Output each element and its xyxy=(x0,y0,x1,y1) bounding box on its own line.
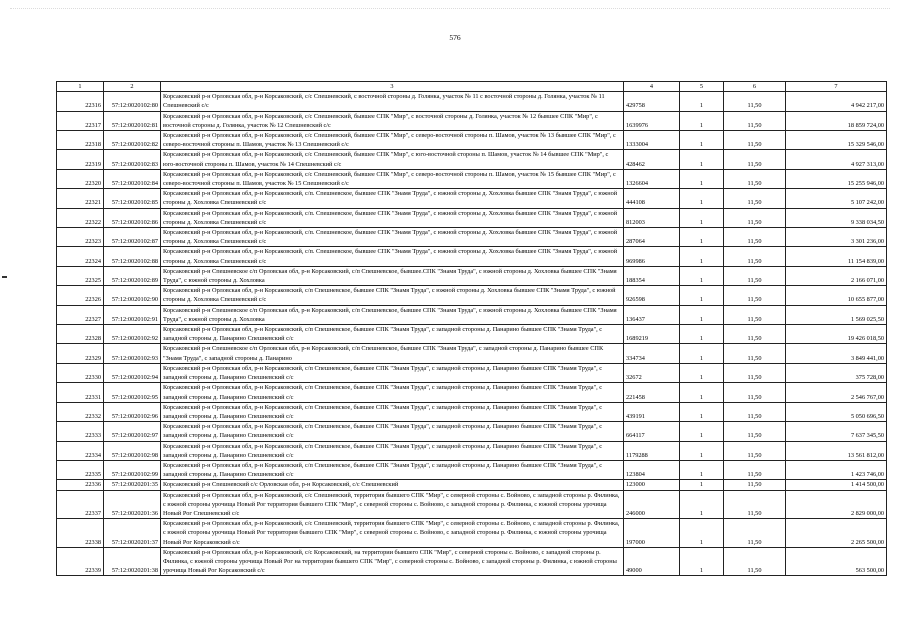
row-number: 22331 xyxy=(57,383,104,402)
parcel-area: 664117 xyxy=(624,422,680,441)
cadastral-value: 1 414 500,00 xyxy=(786,480,887,490)
row-number: 22326 xyxy=(57,286,104,305)
parcel-area: 1639976 xyxy=(624,111,680,130)
table-row xyxy=(57,363,887,382)
column-header: 7 xyxy=(786,82,887,92)
parcel-count: 1 xyxy=(680,383,724,402)
parcel-area: 188354 xyxy=(624,266,680,285)
parcel-description: Корсаковский р-н Спешневское с/п Орловская обл, р-н Корсаковский, с/п Спешневское, бывшее СПК "Знамя Труда", с южной стороны д. Хохловка бывшее СПК "Знамя Труда", с южной стороны д. Хохловка xyxy=(161,305,624,324)
unit-price: 11,50 xyxy=(724,305,786,324)
table-row xyxy=(57,422,887,441)
parcel-area: 136437 xyxy=(624,305,680,324)
row-number: 22339 xyxy=(57,547,104,576)
cadastral-number: 57:12:0020102:86 xyxy=(104,208,161,227)
parcel-area: 1333004 xyxy=(624,131,680,150)
table-row xyxy=(57,344,887,363)
parcel-area: 49000 xyxy=(624,547,680,576)
cadastral-value: 5 050 696,50 xyxy=(786,402,887,421)
parcel-description: Корсаковский р-н Орловская обл, р-н Корсаковский, с/с Спешневский, территория бывшего СПК "Мир", с северной стороны с. Войново, с западной стороны р. Филинка, с южной стороны урочища Новый Рог территория бывшего СПК "Мир", с северной стороны с. Войново, с западной стороны р. Филинка, с южной стороны урочища Новый Рог Корсаковский с/с xyxy=(161,519,624,548)
unit-price: 11,50 xyxy=(724,344,786,363)
unit-price: 11,50 xyxy=(724,131,786,150)
unit-price: 11,50 xyxy=(724,383,786,402)
row-number: 22328 xyxy=(57,325,104,344)
parcel-area: 439191 xyxy=(624,402,680,421)
unit-price: 11,50 xyxy=(724,490,786,519)
parcel-count: 1 xyxy=(680,169,724,188)
cadastral-number: 57:12:0020201:36 xyxy=(104,490,161,519)
row-number: 22324 xyxy=(57,247,104,266)
cadastral-value: 2 166 071,00 xyxy=(786,266,887,285)
row-number: 22333 xyxy=(57,422,104,441)
parcel-count: 1 xyxy=(680,344,724,363)
parcel-description: Корсаковский р-н Орловская обл, р-н Корсаковский, с/п Спешневское, бывшее СПК "Знамя Труда", с западной стороны д. Панарино бывшее СПК "Знамя Труда", с западной стороны д. Панарино Спешневский с/с xyxy=(161,422,624,441)
row-number: 22337 xyxy=(57,490,104,519)
scan-artifact xyxy=(10,8,890,21)
parcel-count: 1 xyxy=(680,150,724,169)
cadastral-value: 1 423 746,00 xyxy=(786,460,887,479)
parcel-count: 1 xyxy=(680,305,724,324)
unit-price: 11,50 xyxy=(724,111,786,130)
parcel-area: 287064 xyxy=(624,228,680,247)
parcel-area: 197000 xyxy=(624,519,680,548)
parcel-area: 926598 xyxy=(624,286,680,305)
parcel-description: Корсаковский р-н Спешневское с/п Орловская обл, р-н Корсаковский, с/п Спешневское, бывшее СПК "Знамя Труда", с западной стороны д. Панарино бывшее СПК "Знамя Труда", с западной стороны д. Панарино xyxy=(161,344,624,363)
parcel-count: 1 xyxy=(680,189,724,208)
parcel-count: 1 xyxy=(680,519,724,548)
cadastral-number: 57:12:0020102:97 xyxy=(104,422,161,441)
table-row xyxy=(57,228,887,247)
parcel-description: Корсаковский р-н Орловская обл, р-н Корсаковский, с/п. Спешневское, бывшее СПК "Знамя Труда", с южной стороны д. Хохловка бывшее СПК "Знамя Труда", с южной стороны д. Хохловка Спешневский с/с xyxy=(161,208,624,227)
parcel-count: 1 xyxy=(680,92,724,111)
parcel-description: Корсаковский р-н Орловская обл, р-н Корсаковский, с/с Спешневский, бывшее СПК "Мир", с северо-восточной стороны п. Шамов, участок № 13 бывшее СПК "Мир", с северо-восточной стороны п. Шамов, участок № 13 Спешневский с/с xyxy=(161,131,624,150)
parcel-description: Корсаковский р-н Орловская обл, р-н Корсаковский, с/п Спешневское, бывшее СПК "Знамя Труда", с западной стороны д. Панарино бывшее СПК "Знамя Труда", с западной стороны д. Панарино Спешневский с/с xyxy=(161,402,624,421)
table-row xyxy=(57,111,887,130)
table-row xyxy=(57,208,887,227)
unit-price: 11,50 xyxy=(724,402,786,421)
parcel-count: 1 xyxy=(680,363,724,382)
cadastral-value: 18 859 724,00 xyxy=(786,111,887,130)
parcel-count: 1 xyxy=(680,547,724,576)
row-number: 22322 xyxy=(57,208,104,227)
cadastral-number: 57:12:0020102:99 xyxy=(104,460,161,479)
parcel-description: Корсаковский р-н Орловская обл, р-н Корсаковский, с/с Спешневский, бывшее СПК "Мир", с северо-восточной стороны п. Шамов, участок № 15 бывшее СПК "Мир", с северо-восточной стороны п. Шамов, участок № 15 Спешневский с/с xyxy=(161,169,624,188)
parcel-description: Корсаковский р-н Орловская обл, р-н Корсаковский, с/п Спешневское, бывшее СПК "Знамя Труда", с западной стороны д. Панарино бывшее СПК "Знамя Труда", с западной стороны д. Панарино Спешневский с/с xyxy=(161,441,624,460)
cadastral-value: 9 338 034,50 xyxy=(786,208,887,227)
unit-price: 11,50 xyxy=(724,480,786,490)
row-number: 22321 xyxy=(57,189,104,208)
table-row xyxy=(57,460,887,479)
land-parcels-table xyxy=(56,81,887,576)
cadastral-number: 57:12:0020102:91 xyxy=(104,305,161,324)
table-row xyxy=(57,189,887,208)
parcel-area: 246000 xyxy=(624,490,680,519)
table-row xyxy=(57,169,887,188)
unit-price: 11,50 xyxy=(724,422,786,441)
parcel-description: Корсаковский р-н Орловская обл, р-н Корсаковский, с/п. Спешневское, бывшее СПК "Знамя Труда", с южной стороны д. Хохловка бывшее СПК "Знамя Труда", с южной стороны д. Хохловка Спешневский с/с xyxy=(161,228,624,247)
parcel-count: 1 xyxy=(680,266,724,285)
row-number: 22338 xyxy=(57,519,104,548)
table-row xyxy=(57,325,887,344)
cadastral-number: 57:12:0020102:89 xyxy=(104,266,161,285)
column-header: 6 xyxy=(724,82,786,92)
table-row xyxy=(57,247,887,266)
unit-price: 11,50 xyxy=(724,247,786,266)
cadastral-number: 57:12:0020102:95 xyxy=(104,383,161,402)
column-header: 1 xyxy=(57,82,104,92)
cadastral-number: 57:12:0020102:84 xyxy=(104,169,161,188)
cadastral-number: 57:12:0020102:90 xyxy=(104,286,161,305)
cadastral-number: 57:12:0020102:83 xyxy=(104,150,161,169)
table-row xyxy=(57,519,887,548)
cadastral-value: 13 561 812,00 xyxy=(786,441,887,460)
row-number: 22330 xyxy=(57,363,104,382)
table-row xyxy=(57,305,887,324)
table-row xyxy=(57,441,887,460)
parcel-count: 1 xyxy=(680,286,724,305)
parcel-count: 1 xyxy=(680,460,724,479)
parcel-count: 1 xyxy=(680,111,724,130)
unit-price: 11,50 xyxy=(724,363,786,382)
unit-price: 11,50 xyxy=(724,519,786,548)
cadastral-value: 5 107 242,00 xyxy=(786,189,887,208)
unit-price: 11,50 xyxy=(724,441,786,460)
column-header: 2 xyxy=(104,82,161,92)
cadastral-number: 57:12:0020102:82 xyxy=(104,131,161,150)
cadastral-value: 10 655 877,00 xyxy=(786,286,887,305)
cadastral-value: 2 546 767,00 xyxy=(786,383,887,402)
parcel-area: 1179288 xyxy=(624,441,680,460)
cadastral-value: 15 329 546,00 xyxy=(786,131,887,150)
table-row xyxy=(57,402,887,421)
row-number: 22323 xyxy=(57,228,104,247)
cadastral-number: 57:12:0020102:85 xyxy=(104,189,161,208)
parcel-description: Корсаковский р-н Орловская обл, р-н Корсаковский, с/п Спешневское, бывшее СПК "Знамя Труда", с южной стороны д. Хохловка бывшее СПК "Знамя Труда", с южной стороны д. Хохловка Спешневский с/с xyxy=(161,286,624,305)
row-number: 22336 xyxy=(57,480,104,490)
parcel-count: 1 xyxy=(680,247,724,266)
table-header-row xyxy=(57,82,887,92)
row-number: 22325 xyxy=(57,266,104,285)
table-row xyxy=(57,480,887,490)
parcel-count: 1 xyxy=(680,228,724,247)
unit-price: 11,50 xyxy=(724,189,786,208)
row-number: 22329 xyxy=(57,344,104,363)
unit-price: 11,50 xyxy=(724,460,786,479)
parcel-area: 1689219 xyxy=(624,325,680,344)
unit-price: 11,50 xyxy=(724,169,786,188)
parcel-count: 1 xyxy=(680,325,724,344)
unit-price: 11,50 xyxy=(724,286,786,305)
parcel-description: Корсаковский р-н Орловская обл, р-н Корсаковский, с/с Спешневский, с восточной стороны д. Голянка, участок № 11 с восточной стороны д. Голянка, участок № 11 Спешневский с/с xyxy=(161,92,624,111)
cadastral-value: 4 942 217,00 xyxy=(786,92,887,111)
parcel-description: Корсаковский р-н Орловская обл, р-н Корсаковский, с/п Спешневское, бывшее СПК "Знамя Труда", с западной стороны д. Панарино бывшее СПК "Знамя Труда", с западной стороны д. Панарино Спешневский с/с xyxy=(161,325,624,344)
cadastral-value: 3 849 441,00 xyxy=(786,344,887,363)
cadastral-value: 4 927 313,00 xyxy=(786,150,887,169)
parcel-count: 1 xyxy=(680,208,724,227)
unit-price: 11,50 xyxy=(724,325,786,344)
parcel-description: Корсаковский р-н Орловская обл, р-н Корсаковский, с/п Спешневское, бывшее СПК "Знамя Труда", с западной стороны д. Панарино бывшее СПК "Знамя Труда", с западной стороны д. Панарино Спешневский с/с xyxy=(161,363,624,382)
cadastral-value: 1 569 025,50 xyxy=(786,305,887,324)
parcel-description: Корсаковский р-н Орловская обл, р-н Корсаковский, с/п. Спешневское, бывшее СПК "Знамя Труда", с южной стороны д. Хохловка бывшее СПК "Знамя Труда", с южной стороны д. Хохловка Спешневский с/с xyxy=(161,189,624,208)
cadastral-value: 3 301 236,00 xyxy=(786,228,887,247)
parcel-description: Корсаковский р-н Орловская обл, р-н Корсаковский, с/с Спешневский, бывшее СПК "Мир", с юго-восточной стороны п. Шамов, участок № 14 бывшее СПК "Мир", с юго-восточной стороны п. Шамов, участок № 14 Спешневский с/с xyxy=(161,150,624,169)
parcel-count: 1 xyxy=(680,490,724,519)
row-number: 22320 xyxy=(57,169,104,188)
parcel-area: 1326604 xyxy=(624,169,680,188)
cadastral-number: 57:12:0020102:81 xyxy=(104,111,161,130)
parcel-count: 1 xyxy=(680,402,724,421)
parcel-area: 221458 xyxy=(624,383,680,402)
parcel-area: 334734 xyxy=(624,344,680,363)
column-header: 5 xyxy=(680,82,724,92)
table-row xyxy=(57,92,887,111)
unit-price: 11,50 xyxy=(724,150,786,169)
parcel-area: 32672 xyxy=(624,363,680,382)
parcel-count: 1 xyxy=(680,422,724,441)
row-number: 22327 xyxy=(57,305,104,324)
unit-price: 11,50 xyxy=(724,92,786,111)
table-row xyxy=(57,131,887,150)
cadastral-number: 57:12:0020102:96 xyxy=(104,402,161,421)
parcel-description: Корсаковский р-н Орловская обл, р-н Корсаковский, с/с Корсаковский, на территории бывшего СПК "Мир", с северной стороны с. Войново, с западной стороны р. Филинка, с южной стороны урочища Новый Рог на территории бывшего СПК "Мир", с северной стороны с. Войново, с западной стороны р. Филинка, с южной стороны урочища Новый Рог Корсаковский с/с xyxy=(161,547,624,576)
cadastral-value: 15 255 946,00 xyxy=(786,169,887,188)
parcel-area: 428462 xyxy=(624,150,680,169)
column-header: 4 xyxy=(624,82,680,92)
cadastral-number: 57:12:0020201:38 xyxy=(104,547,161,576)
cadastral-number: 57:12:0020102:94 xyxy=(104,363,161,382)
cadastral-number: 57:12:0020102:88 xyxy=(104,247,161,266)
row-number: 22334 xyxy=(57,441,104,460)
parcel-description: Корсаковский р-н Орловская обл, р-н Корсаковский, с/п Спешневское, бывшее СПК "Знамя Труда", с западной стороны д. Панарино бывшее СПК "Знамя Труда", с западной стороны д. Панарино Спешневский с/с xyxy=(161,383,624,402)
cadastral-value: 19 426 018,50 xyxy=(786,325,887,344)
cadastral-number: 57:12:0020201:37 xyxy=(104,519,161,548)
table-row xyxy=(57,266,887,285)
cadastral-value: 563 500,00 xyxy=(786,547,887,576)
margin-mark xyxy=(2,276,7,278)
parcel-description: Корсаковский р-н Орловская обл, р-н Корсаковский, с/п. Спешневское, бывшее СПК "Знамя Труда", с южной стороны д. Хохловка бывшее СПК "Знамя Труда", с южной стороны д. Хохловка Спешневский с/с xyxy=(161,247,624,266)
cadastral-number: 57:12:0020102:93 xyxy=(104,344,161,363)
parcel-area: 123804 xyxy=(624,460,680,479)
parcel-description: Корсаковский р-н Орловская обл, р-н Корсаковский, с/с Спешневский, бывшее СПК "Мир", с восточной стороны д. Голянка, участок № 12 бывшее СПК "Мир", с восточной стороны д. Голянка, участок № 12 Спешневский с/с xyxy=(161,111,624,130)
parcel-area: 969986 xyxy=(624,247,680,266)
parcel-area: 444108 xyxy=(624,189,680,208)
row-number: 22317 xyxy=(57,111,104,130)
column-header: 3 xyxy=(161,82,624,92)
parcel-description: Корсаковский р-н Спешневский с/с Орловская обл, р-н Корсаковский, с/с Спешневский xyxy=(161,480,624,490)
cadastral-value: 11 154 839,00 xyxy=(786,247,887,266)
cadastral-number: 57:12:0020102:87 xyxy=(104,228,161,247)
parcel-count: 1 xyxy=(680,480,724,490)
cadastral-number: 57:12:0020102:80 xyxy=(104,92,161,111)
cadastral-number: 57:12:0020102:92 xyxy=(104,325,161,344)
parcel-area: 123000 xyxy=(624,480,680,490)
cadastral-value: 2 829 000,00 xyxy=(786,490,887,519)
parcel-count: 1 xyxy=(680,131,724,150)
page-number: 576 xyxy=(449,33,461,42)
cadastral-value: 7 637 345,50 xyxy=(786,422,887,441)
row-number: 22316 xyxy=(57,92,104,111)
table-row xyxy=(57,490,887,519)
parcel-description: Корсаковский р-н Орловская обл, р-н Корсаковский, с/п Спешневское, бывшее СПК "Знамя Труда", с западной стороны д. Панарино бывшее СПК "Знамя Труда", с западной стороны д. Панарино Спешневский с/с xyxy=(161,460,624,479)
unit-price: 11,50 xyxy=(724,228,786,247)
unit-price: 11,50 xyxy=(724,208,786,227)
table-row xyxy=(57,150,887,169)
table-row xyxy=(57,286,887,305)
cadastral-number: 57:12:0020102:98 xyxy=(104,441,161,460)
unit-price: 11,50 xyxy=(724,266,786,285)
table-row xyxy=(57,547,887,576)
row-number: 22319 xyxy=(57,150,104,169)
cadastral-number: 57:12:0020201:35 xyxy=(104,480,161,490)
parcel-count: 1 xyxy=(680,441,724,460)
row-number: 22318 xyxy=(57,131,104,150)
cadastral-value: 375 728,00 xyxy=(786,363,887,382)
cadastral-value: 2 265 500,00 xyxy=(786,519,887,548)
row-number: 22332 xyxy=(57,402,104,421)
row-number: 22335 xyxy=(57,460,104,479)
table-row xyxy=(57,383,887,402)
parcel-area: 812003 xyxy=(624,208,680,227)
parcel-description: Корсаковский р-н Спешневское с/п Орловская обл, р-н Корсаковский, с/п Спешневское, бывшее.СПК "Знамя Труда", с южной стороны д. Хохловка бывшее СПК "Знамя Труда", с южной стороны д. Хохловка xyxy=(161,266,624,285)
parcel-description: Корсаковский р-н Орловская обл, р-н Корсаковский, с/с Спешневский, территория бывшего СПК "Мир", с северной стороны с. Войново, с западной стороны р. Филинка, с южной стороны урочища Новый Рог территория бывшего СПК "Мир", с северной стороны с. Войново, с западной стороны р. Филинка, с южной стороны урочища Новый Рог Спешневский с/с xyxy=(161,490,624,519)
unit-price: 11,50 xyxy=(724,547,786,576)
parcel-area: 429758 xyxy=(624,92,680,111)
